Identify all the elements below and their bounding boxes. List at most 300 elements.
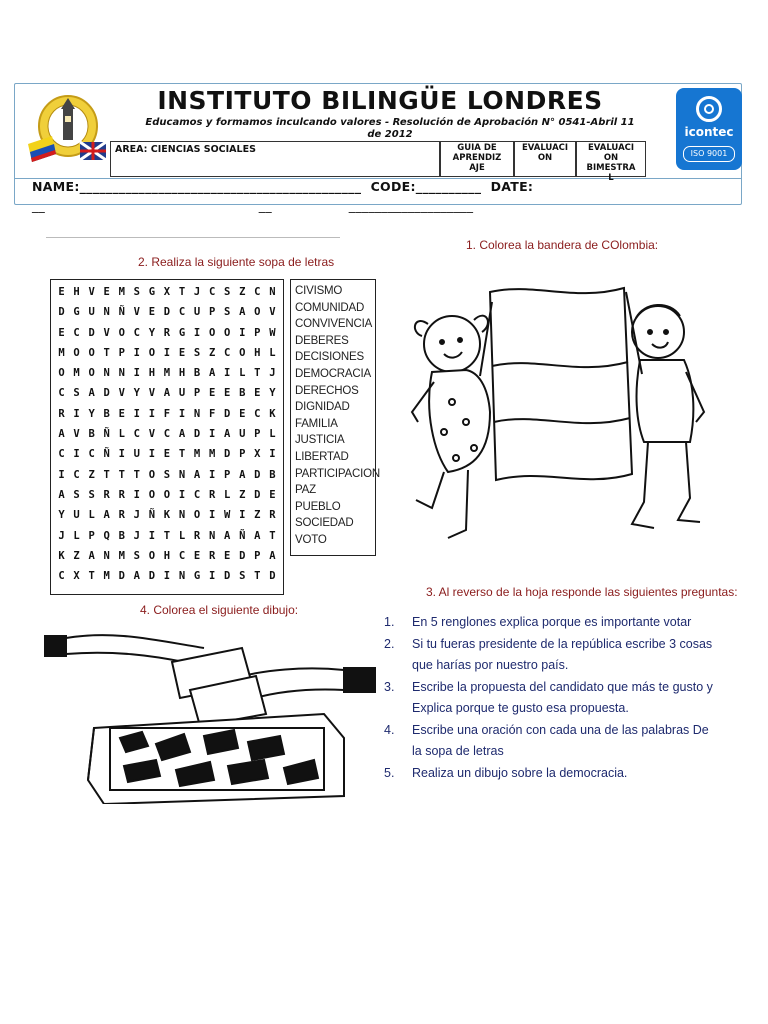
word-search-letter: V <box>73 428 80 441</box>
word-search-letter: O <box>224 326 231 339</box>
word-search-letter: E <box>58 286 65 298</box>
word-search-letter: Y <box>88 407 95 420</box>
word-search-letter: V <box>103 326 110 339</box>
word-search-letter: Z <box>239 286 246 298</box>
word-search-letter: C <box>58 387 65 400</box>
word-search-letter: U <box>133 448 140 461</box>
word-search-letter: T <box>178 448 186 461</box>
word-search-letter: B <box>88 428 95 441</box>
word-search-letter: Z <box>88 468 95 481</box>
word-list-item: LIBERTAD <box>295 450 349 463</box>
word-search-letter: X <box>163 286 171 298</box>
word-search-letter: H <box>254 346 261 359</box>
word-search-row <box>54 526 280 546</box>
word-search-letter: K <box>269 407 276 420</box>
word-list-item: COMUNIDAD <box>295 301 365 314</box>
word-search-letter: L <box>269 346 276 359</box>
word-search-letter: P <box>224 468 231 481</box>
guide-cell-line: AJE <box>469 163 485 173</box>
word-search-letter: O <box>88 367 95 380</box>
word-search-letter: Ñ <box>103 428 110 441</box>
word-search-letter: S <box>73 488 80 501</box>
word-search-letter: N <box>208 529 216 542</box>
evaluation-cell-line: EVALUACI <box>521 143 569 153</box>
word-search-letter: A <box>103 509 110 522</box>
word-search-letter: H <box>148 367 156 380</box>
bimestral-cell-line: BIMESTRA <box>586 163 636 173</box>
word-list-item: PUEBLO <box>295 500 341 513</box>
word-search-letter: L <box>224 488 231 501</box>
word-search-letter: C <box>73 468 80 481</box>
word-search-letter: D <box>254 488 261 501</box>
question-text: Si tu fueras presidente de la república escribe 3 cosas que harías por nuestro país. <box>412 636 713 672</box>
word-search-letter: L <box>178 529 186 542</box>
word-search-letter: M <box>58 346 65 359</box>
word-search-letter: Z <box>73 549 80 562</box>
word-search-letter: A <box>178 428 186 441</box>
word-search-letter: E <box>118 407 125 420</box>
word-search-letter: V <box>133 306 140 319</box>
word-search-letter: L <box>239 367 246 380</box>
word-search-letter: D <box>224 407 231 420</box>
word-search-letter: S <box>224 286 231 298</box>
word-search-letter: P <box>254 428 261 441</box>
word-search-letter: I <box>239 509 246 522</box>
word-search-letter: T <box>133 468 140 481</box>
word-search-letter: I <box>178 407 186 420</box>
word-search-letter: P <box>254 326 261 339</box>
word-search-letter: C <box>73 326 80 339</box>
word-search-letter: C <box>163 428 171 441</box>
word-search-letter: C <box>254 286 261 298</box>
word-search-letter: A <box>163 387 171 400</box>
word-search-letter: T <box>254 570 261 583</box>
word-search-letter: P <box>254 549 261 562</box>
word-search-letter: N <box>178 509 186 522</box>
word-search-letter: C <box>178 549 186 562</box>
word-search-letter: Z <box>208 346 216 359</box>
question-item <box>384 677 714 720</box>
word-search-letter: E <box>58 326 65 339</box>
word-search-letter: L <box>269 428 276 441</box>
word-search-letter: E <box>148 306 156 319</box>
question-item <box>384 612 714 634</box>
word-search-letter: O <box>148 549 156 562</box>
word-search-letter: I <box>73 407 80 420</box>
word-search-letter: H <box>178 367 186 380</box>
word-search-letter: A <box>224 529 231 542</box>
word-search-letter: C <box>254 407 261 420</box>
word-search-letter: A <box>224 428 231 441</box>
word-list-item: DERECHOS <box>295 384 359 397</box>
bimestral-cell-line: EVALUACI <box>587 143 635 153</box>
word-search-letter: D <box>58 306 65 319</box>
word-search-letter: U <box>73 509 80 522</box>
word-search-letter: I <box>163 346 171 359</box>
word-search-letter: S <box>133 286 140 298</box>
word-search-letter: D <box>163 306 171 319</box>
word-search-letter: A <box>58 428 65 441</box>
word-search-letter: S <box>224 306 231 319</box>
word-search-letter: N <box>178 570 186 583</box>
word-search-letter: E <box>224 549 231 562</box>
word-search-letter: O <box>148 468 156 481</box>
motto-line-1: Educamos y formamos inculcando valores - Resolución de Aprobación N° 0541-Abril 11 <box>145 117 635 128</box>
word-search-row <box>54 505 280 525</box>
word-search-letter: C <box>193 488 201 501</box>
word-search-letter: R <box>118 509 125 522</box>
word-list <box>295 283 380 549</box>
word-search-letter: N <box>193 407 201 420</box>
guide-cell-line: GUIA DE <box>457 143 497 153</box>
question-number: 4. <box>384 722 395 737</box>
word-search-letter: O <box>88 346 95 359</box>
word-search-letter: Y <box>269 387 276 400</box>
word-search-letter: S <box>133 549 140 562</box>
word-search-letter: I <box>208 570 216 583</box>
word-search-letter: T <box>269 529 276 542</box>
word-search-letter: Q <box>103 529 110 542</box>
word-search-grid <box>54 282 280 586</box>
word-search-letter: A <box>239 468 246 481</box>
word-search-letter: D <box>193 428 201 441</box>
word-search-row <box>54 302 280 322</box>
word-search-letter: I <box>193 326 201 339</box>
word-search-row <box>54 404 280 424</box>
word-search-letter: A <box>88 387 95 400</box>
word-search-letter: T <box>103 468 110 481</box>
word-search-letter: I <box>208 468 216 481</box>
word-search-letter: A <box>208 367 216 380</box>
word-search-letter: T <box>254 367 261 380</box>
word-search-letter: E <box>163 448 171 461</box>
word-search-letter: N <box>103 549 110 562</box>
iso-badge: ISO 9001 <box>683 146 735 162</box>
word-search-letter: Ñ <box>239 529 246 542</box>
word-list-item: DEMOCRACIA <box>295 367 371 380</box>
question-text: Escribe la propuesta del candidato que más te gusto y Explica porque te gusto esa propuesta. <box>412 679 713 715</box>
word-search-letter: U <box>178 387 186 400</box>
word-search-letter: V <box>88 286 95 298</box>
word-search-letter: D <box>224 570 231 583</box>
flag-coloring-drawing <box>404 262 710 568</box>
school-logo <box>28 92 108 170</box>
word-search-letter: R <box>118 488 125 501</box>
word-search-letter: A <box>58 488 65 501</box>
word-search-letter: B <box>269 468 276 481</box>
word-search-letter: S <box>163 468 171 481</box>
word-search-letter: Ñ <box>118 306 125 319</box>
word-search-letter: S <box>193 346 201 359</box>
word-search-letter: S <box>239 570 246 583</box>
word-search-letter: M <box>103 570 110 583</box>
word-search-letter: O <box>163 488 171 501</box>
word-search-letter: P <box>118 346 125 359</box>
word-search-letter: L <box>73 529 80 542</box>
word-search-letter: T <box>163 529 171 542</box>
evaluation-cell <box>514 141 576 177</box>
name-code-date-underline: __ __ ___________________ <box>32 198 474 213</box>
area-field: AREA: CIENCIAS SOCIALES <box>110 141 440 177</box>
word-search-letter: C <box>224 346 231 359</box>
icontec-brand: icontec <box>684 125 734 139</box>
word-search-letter: Z <box>254 509 261 522</box>
word-search-letter: B <box>239 387 246 400</box>
word-search-letter: M <box>73 367 80 380</box>
word-search-letter: O <box>239 346 246 359</box>
bimestral-cell-line: ON <box>603 153 619 163</box>
word-search-letter: M <box>193 448 201 461</box>
word-search-letter: I <box>73 448 80 461</box>
word-search-letter: I <box>269 448 276 461</box>
question-list <box>384 612 714 784</box>
word-search-letter: A <box>193 468 201 481</box>
word-search-letter: E <box>269 488 276 501</box>
word-search-letter: I <box>224 367 231 380</box>
word-search-letter: G <box>178 326 186 339</box>
word-search-letter: E <box>239 407 246 420</box>
word-search-letter: I <box>208 509 216 522</box>
question-number: 5. <box>384 765 395 780</box>
word-search-letter: K <box>58 549 65 562</box>
word-search-letter: J <box>193 286 201 298</box>
word-search-letter: I <box>178 488 186 501</box>
word-search-letter: C <box>133 428 140 441</box>
word-search-letter: C <box>58 448 65 461</box>
word-search-letter: I <box>148 407 156 420</box>
word-search-letter: E <box>178 346 186 359</box>
word-search-letter: E <box>224 387 231 400</box>
section-2-heading: 2. Realiza la siguiente sopa de letras <box>138 255 335 269</box>
word-search-row <box>54 424 280 444</box>
word-search-letter: A <box>133 570 140 583</box>
word-search-row <box>54 465 280 485</box>
word-search-letter: B <box>118 529 125 542</box>
question-text: Escribe una oración con cada una de las palabras De la sopa de letras <box>412 722 709 758</box>
word-search-letter: U <box>193 306 201 319</box>
word-search-letter: D <box>224 448 231 461</box>
word-search-letter: M <box>118 286 125 298</box>
word-search-letter: F <box>163 407 171 420</box>
word-search-letter: D <box>269 570 276 583</box>
word-search-letter: A <box>254 529 261 542</box>
word-search-letter: D <box>103 387 110 400</box>
question-number: 1. <box>384 615 395 629</box>
word-search-letter: O <box>58 367 65 380</box>
word-search-letter: P <box>88 529 95 542</box>
word-search-letter: Y <box>133 387 140 400</box>
word-search-letter: T <box>88 570 95 583</box>
word-search-letter: J <box>133 509 140 522</box>
word-list-item: DECISIONES <box>295 351 364 364</box>
word-search-letter: R <box>269 509 276 522</box>
word-search-letter: L <box>88 509 95 522</box>
word-search-letter: U <box>88 306 95 319</box>
word-search-letter: M <box>208 448 216 461</box>
section-1-heading: 1. Colorea la bandera de COlombia: <box>466 238 659 252</box>
word-list-item: FAMILIA <box>295 417 338 430</box>
guide-cell <box>440 141 514 177</box>
word-search-letter: P <box>193 387 201 400</box>
word-search-letter: I <box>133 407 140 420</box>
word-search-letter: Ñ <box>103 448 110 461</box>
word-search-letter: O <box>254 306 261 319</box>
word-search-letter: Ñ <box>148 509 156 522</box>
question-text: Realiza un dibujo sobre la democracia. <box>412 765 628 780</box>
word-list-item: PAZ <box>295 484 316 497</box>
word-list-item: SOCIEDAD <box>295 517 354 530</box>
word-search-letter: N <box>118 367 125 380</box>
word-search-letter: D <box>88 326 95 339</box>
ballot-box-drawing <box>44 620 376 804</box>
word-search-letter: O <box>208 326 216 339</box>
word-search-letter: N <box>269 286 276 298</box>
word-search-letter: Y <box>148 326 156 339</box>
question-item <box>384 720 714 763</box>
word-list-item: CIVISMO <box>295 285 343 297</box>
word-search-row <box>54 383 280 403</box>
word-search-letter: H <box>163 549 171 562</box>
word-search-letter: R <box>193 529 201 542</box>
word-search-letter: W <box>224 509 231 522</box>
icontec-icon <box>696 96 722 122</box>
word-search-letter: O <box>118 326 125 339</box>
word-search-letter: V <box>148 428 156 441</box>
word-search-letter: J <box>58 529 65 542</box>
word-search-row <box>54 566 280 586</box>
word-search-letter: I <box>133 367 140 380</box>
word-search-letter: R <box>163 326 171 339</box>
word-search-letter: C <box>133 326 140 339</box>
word-search-letter: P <box>208 306 216 319</box>
word-search-letter: U <box>239 428 246 441</box>
word-search-letter: R <box>58 407 65 420</box>
word-search-letter: D <box>148 570 156 583</box>
word-search-letter: T <box>103 346 110 359</box>
word-search-letter: I <box>133 488 140 501</box>
word-search-letter: X <box>254 448 261 461</box>
word-search-letter: N <box>103 306 110 319</box>
word-list-item: VOTO <box>295 533 327 546</box>
word-search-letter: G <box>148 286 156 298</box>
word-search-letter: I <box>58 468 65 481</box>
name-code-date-row[interactable]: NAME:___________________________________________ CODE:__________ DATE: <box>32 179 534 194</box>
word-search-letter: R <box>208 549 216 562</box>
guide-cell-line: APRENDIZ <box>452 153 502 163</box>
word-search-letter: Z <box>239 488 246 501</box>
word-search-letter: J <box>133 529 140 542</box>
word-list-item: DEBERES <box>295 334 349 347</box>
bimestral-cell <box>576 141 646 183</box>
word-search-letter: F <box>208 407 216 420</box>
word-search-letter: J <box>269 367 276 380</box>
word-search-letter: O <box>193 509 201 522</box>
word-search-letter: C <box>178 306 186 319</box>
bimestral-cell-line: L <box>608 173 614 183</box>
word-search-letter: S <box>73 387 80 400</box>
word-search-letter: M <box>118 549 125 562</box>
word-search-letter: T <box>118 468 125 481</box>
word-list-item: DIGNIDAD <box>295 401 350 414</box>
word-search-letter: C <box>208 286 216 298</box>
word-search-letter: E <box>208 387 216 400</box>
word-search-letter: X <box>73 570 80 583</box>
word-search-letter: I <box>163 570 171 583</box>
motto-line-2: de 2012 <box>367 129 413 140</box>
word-search-letter: I <box>133 346 140 359</box>
word-search-letter: A <box>269 549 276 562</box>
word-search-row <box>54 546 280 566</box>
word-search-letter: E <box>193 549 201 562</box>
school-name: INSTITUTO BILINGÜE LONDRES <box>157 86 603 115</box>
word-search-letter: E <box>103 286 110 298</box>
word-search-row <box>54 343 280 363</box>
word-search-letter: H <box>73 286 80 298</box>
word-search-letter: G <box>73 306 80 319</box>
word-search-letter: D <box>118 570 125 583</box>
word-search-row <box>54 282 280 302</box>
question-number: 3. <box>384 679 395 694</box>
section-3-heading: 3. Al reverso de la hoja responde las siguientes preguntas: <box>426 585 738 599</box>
word-search-row <box>54 363 280 383</box>
word-search-letter: R <box>103 488 110 501</box>
section-4-heading: 4. Colorea el siguiente dibujo: <box>140 603 299 617</box>
icontec-logo <box>676 88 742 170</box>
section-2-rule <box>46 237 340 238</box>
word-search-row <box>54 323 280 343</box>
question-number: 2. <box>384 636 395 651</box>
word-search-letter: N <box>103 367 110 380</box>
word-search-letter: V <box>269 306 276 319</box>
word-search-letter: O <box>73 346 80 359</box>
question-text: En 5 renglones explica porque es importante votar <box>412 615 692 629</box>
word-search-letter: K <box>163 509 171 522</box>
word-search-row <box>54 485 280 505</box>
school-motto <box>130 117 650 141</box>
word-search-letter: C <box>88 448 95 461</box>
word-search-letter: D <box>254 468 261 481</box>
word-search-letter: I <box>208 428 216 441</box>
word-search-letter: P <box>239 448 246 461</box>
word-search-row <box>54 444 280 464</box>
word-list-item: JUSTICIA <box>295 434 345 447</box>
word-search-letter: L <box>118 428 125 441</box>
word-search-letter: W <box>269 326 276 339</box>
word-search-letter: B <box>193 367 201 380</box>
word-search-letter: I <box>148 529 156 542</box>
word-search-letter: M <box>163 367 171 380</box>
word-search-letter: G <box>193 570 201 583</box>
word-search-letter: R <box>208 488 216 501</box>
word-search-letter: N <box>178 468 186 481</box>
word-search-letter: C <box>58 570 65 583</box>
word-search-letter: O <box>148 346 156 359</box>
evaluation-cell-line: ON <box>537 153 553 163</box>
word-search-letter: I <box>239 326 246 339</box>
word-list-item: PARTICIPACION <box>295 467 380 480</box>
question-item <box>384 763 714 785</box>
word-search-letter: V <box>118 387 125 400</box>
word-list-item: CONVIVENCIA <box>295 318 373 331</box>
word-search-letter: B <box>103 407 110 420</box>
word-search-letter: Y <box>58 509 65 522</box>
word-search-letter: I <box>148 448 156 461</box>
word-search-letter: E <box>254 387 261 400</box>
word-search-letter: S <box>88 488 95 501</box>
word-search-letter: D <box>239 549 246 562</box>
word-search-letter: O <box>148 488 156 501</box>
word-search-letter: V <box>148 387 156 400</box>
